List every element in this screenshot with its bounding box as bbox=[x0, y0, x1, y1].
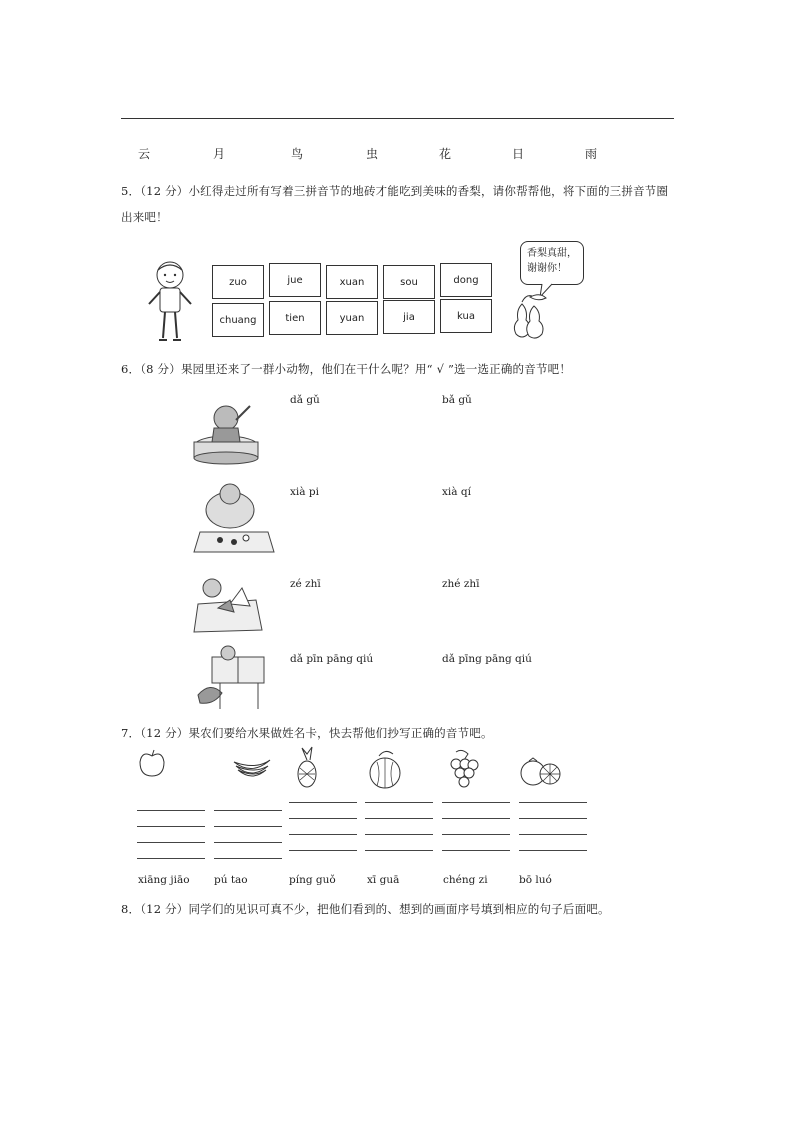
label-boluo: bō luó bbox=[519, 874, 552, 886]
tile-label: tien bbox=[285, 312, 305, 324]
q6-option-3a[interactable]: zé zhī bbox=[290, 578, 321, 590]
q6-option-3b[interactable]: zhé zhī bbox=[442, 578, 480, 590]
animal-origami-illustration bbox=[190, 574, 265, 636]
char-insect: 虫 bbox=[366, 147, 379, 161]
animal-drum-illustration bbox=[190, 398, 262, 466]
tile-label: chuang bbox=[219, 314, 257, 326]
question-7 bbox=[121, 722, 493, 744]
question-6-text: ．（8 分）果园里还来了一群小动物，他们在干什么呢？用“ √ ”选一选正确的音节吧！ bbox=[128, 362, 572, 376]
speech-bubble bbox=[520, 241, 584, 285]
q6-option-2b[interactable]: xià qí bbox=[442, 486, 471, 498]
tile-label: jia bbox=[403, 311, 415, 323]
question-5-line2: 出来吧！ bbox=[121, 210, 168, 224]
question-7-text: ．（12 分）果农们要给水果做姓名卡，快去帮他们抄写正确的音节吧。 bbox=[128, 726, 493, 740]
question-8-text: ．（12 分）同学们的见识可真不少，把他们看到的、想到的画面序号填到相应的句子后面吧。 bbox=[128, 902, 610, 916]
question-6 bbox=[121, 358, 571, 380]
tile-zuo[interactable] bbox=[212, 265, 264, 299]
q6-option-1b[interactable]: bǎ gǔ bbox=[442, 394, 472, 406]
q6-option-2a[interactable]: xià pi bbox=[290, 486, 319, 498]
label-xiangjiao: xiāng jiāo bbox=[138, 874, 190, 886]
tile-tien[interactable] bbox=[269, 301, 321, 335]
banana-icon bbox=[232, 752, 272, 778]
animal-chess-illustration bbox=[190, 480, 275, 558]
question-6-number: 6 bbox=[121, 362, 129, 376]
char-moon: 月 bbox=[213, 147, 226, 161]
question-7-number: 7 bbox=[121, 726, 129, 740]
q6-option-4b[interactable]: dǎ pīng pāng qiú bbox=[442, 653, 532, 665]
tile-xuan[interactable] bbox=[326, 265, 378, 299]
orange-icon bbox=[519, 756, 561, 788]
tile-label: yuan bbox=[339, 312, 365, 324]
tile-chuang[interactable] bbox=[212, 303, 264, 337]
question-8 bbox=[121, 898, 610, 920]
child-illustration bbox=[145, 258, 195, 343]
apple-icon bbox=[138, 748, 166, 778]
char-rain: 雨 bbox=[585, 147, 598, 161]
label-pingguo: píng guǒ bbox=[289, 874, 336, 886]
tile-jue[interactable] bbox=[269, 263, 321, 297]
char-bird: 鸟 bbox=[291, 147, 304, 161]
label-chengzi: chéng zi bbox=[443, 874, 488, 886]
label-putao: pú tao bbox=[214, 874, 248, 886]
question-5-number: 5 bbox=[121, 184, 129, 198]
tile-kua[interactable] bbox=[440, 299, 492, 333]
speech-line1: 香梨真甜， bbox=[527, 248, 577, 259]
tile-sou[interactable] bbox=[383, 265, 435, 299]
pineapple-icon bbox=[296, 746, 318, 788]
tile-label: xuan bbox=[339, 276, 365, 288]
question-5-text: ．（12 分）小红得走过所有写着三拼音节的地砖才能吃到美味的香梨，请你帮帮他，将下面的三拼音节圈 bbox=[128, 184, 669, 198]
char-flower: 花 bbox=[439, 147, 452, 161]
label-xigua: xī guā bbox=[367, 874, 400, 886]
tile-label: zuo bbox=[229, 276, 247, 288]
question-5 bbox=[121, 180, 681, 202]
grapes-icon bbox=[446, 748, 480, 794]
tile-jia[interactable] bbox=[383, 300, 435, 334]
question-8-number: 8 bbox=[121, 902, 129, 916]
pear-icon bbox=[508, 292, 553, 342]
tile-label: sou bbox=[400, 276, 418, 288]
header-rule bbox=[121, 118, 674, 119]
tile-dong[interactable] bbox=[440, 263, 492, 297]
tile-label: dong bbox=[453, 274, 479, 286]
tile-label: kua bbox=[457, 310, 475, 322]
tile-yuan[interactable] bbox=[326, 301, 378, 335]
char-sun: 日 bbox=[512, 147, 525, 161]
animal-pingpong-illustration bbox=[190, 645, 268, 711]
q6-option-4a[interactable]: dǎ pīn pāng qiú bbox=[290, 653, 374, 665]
tile-label: jue bbox=[287, 274, 303, 286]
char-cloud: 云 bbox=[138, 147, 151, 161]
q6-option-1a[interactable]: dǎ gǔ bbox=[290, 394, 320, 406]
watermelon-icon bbox=[367, 748, 403, 790]
speech-line2: 谢谢你！ bbox=[527, 263, 567, 274]
